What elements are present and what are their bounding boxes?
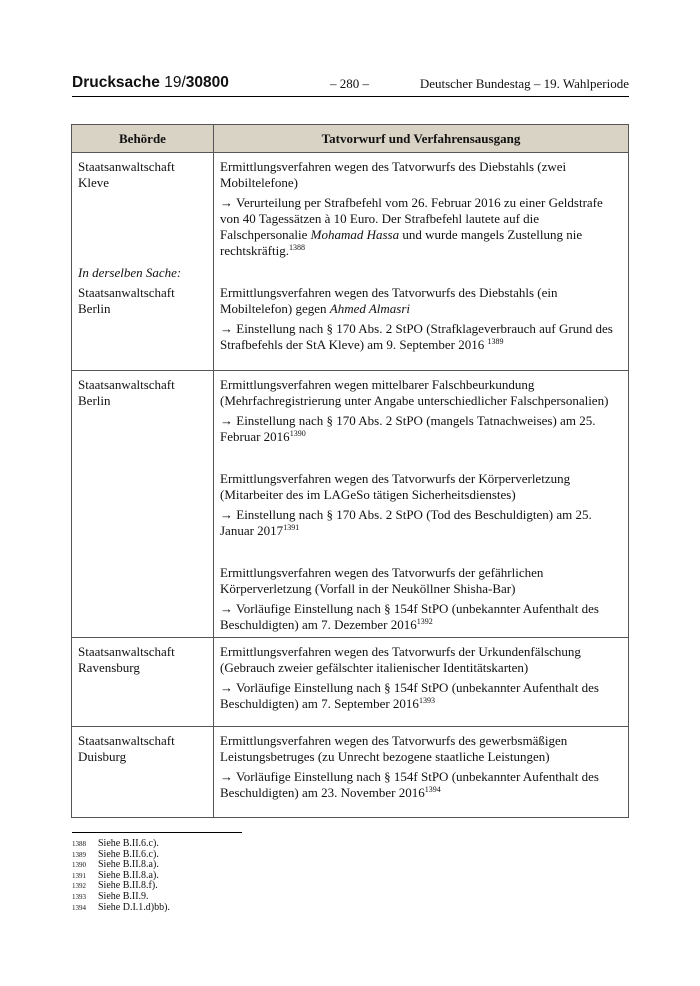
proceedings-cell: Ermittlungsverfahren wegen des Tatvorwurfs des Diebstahls (zwei Mobiltelefone) → Verurteilung per Strafbefehl vom 26. Februar 2016 zu einer Geldstrafe von 40 Tagessätzen à 10 Euro. Der Strafbefehl lautete auf die Falschpersonalie Mohamad Hassa und wurde mangels Zustellung nie rechtskräftig.$^{1388}$ Ermittlungsverfahren wegen des Tatvorwurfs des Diebstahls (ein Mobiltelefon) gegen Ahmed Almasri → Einstellung nach § 170 Abs. 2 StPO (Strafklageverbrauch auf Grund des Strafbefehls der StA Kleve) am 9. September 2016 $^{1389}$	[214, 153, 629, 371]
footnote: 1392 Siehe B.II.8.f).	[72, 880, 158, 892]
footnote-ref: 1389	[487, 337, 504, 346]
authority-cell: Staatsanwaltschaft Ravensburg	[72, 638, 214, 727]
footnote: 1388 Siehe B.II.6.c).	[72, 838, 159, 849]
authority-cell: Staatsanwaltschaft Berlin	[72, 371, 214, 638]
footnotes	[72, 839, 170, 913]
authority-cell: Staatsanwaltschaft Kleve In derselben Sache: Staatsanwaltschaft Berlin	[72, 153, 214, 371]
column-header-authority: Behörde	[72, 125, 214, 153]
footnote: 1393 Siehe B.II.9.	[72, 890, 149, 902]
footnote-ref: 1388	[288, 243, 305, 252]
footnote-ref: 1394	[424, 785, 441, 794]
header-title: Deutscher Bundestag – 19. Wahlperiode	[419, 76, 629, 91]
proceedings-cell: Ermittlungsverfahren wegen des Tatvorwurfs des gewerbsmäßigen Leistungsbetruges (zu Unrecht bezogene staatliche Leistungen) → Vorläufige Einstellung nach § 154f StPO (unbekannter Aufenthalt des Beschuldigten) am 23. November $2016^{1394}$	[214, 727, 629, 818]
proceedings-cell: Ermittlungsverfahren wegen mittelbarer Falschbeurkundung (Mehrfachregistrierung unter Angabe unterschiedlicher Falschpersonalien) → Einstellung nach § 170 Abs. 2 StPO (mangels Tatnachweises) am 25. Februar $2016^{1390}$ Ermittlungsverfahren wegen des Tatvorwurfs der Körperverletzung (Mitarbeiter des im LAGeSo tätigen Sicherheitsdienstes) → Einstellung nach § 170 Abs. 2 StPO (Tod des Beschuldigten) am 25. Januar $2017^{1391}$ Ermittlungsverfahren wegen des Tatvorwurfs der gefährlichen Körperverletzung (Vorfall in der Neuköllner Shisha-Bar) → Vorläufige Einstellung nach § 154f StPO (unbekannter Aufenthalt des Beschuldigten) am 7. Dezember $2016^{1392}$	[214, 371, 629, 638]
table-row	[72, 153, 629, 371]
table-row	[72, 727, 629, 818]
footnote-divider	[72, 832, 242, 833]
document-number: Drucksache 19/30800	[72, 74, 229, 91]
page-header	[72, 74, 629, 97]
column-header-proceedings: Tatvorwurf und Verfahrensausgang	[214, 125, 629, 153]
table-row	[72, 638, 629, 727]
footnote: 1389 Siehe B.II.6.c).	[72, 848, 159, 860]
footnote: 1394 Siehe D.I.1.d)bb).	[72, 901, 170, 913]
footnote-ref: 1393	[418, 696, 435, 705]
proceedings-table	[71, 124, 629, 818]
footnote: 1390 Siehe B.II.8.a).	[72, 859, 159, 871]
page-number: – 280 –	[330, 76, 369, 91]
table-header-row	[72, 125, 629, 153]
table-row	[72, 371, 629, 638]
footnote: 1391 Siehe B.II.8.a).	[72, 869, 159, 881]
proceedings-cell: Ermittlungsverfahren wegen des Tatvorwurfs der Urkundenfälschung (Gebrauch zweier gefälschter italienischer Identitätskarten) → Vorläufige Einstellung nach § 154f StPO (unbekannter Aufenthalt des Beschuldigten) am 7. September $2016^{1393}$	[214, 638, 629, 727]
authority-cell: Staatsanwaltschaft Duisburg	[72, 727, 214, 818]
footnote-ref: 1391	[283, 523, 300, 532]
footnote-ref: 1390	[289, 429, 306, 438]
footnote-ref: 1392	[416, 617, 433, 626]
